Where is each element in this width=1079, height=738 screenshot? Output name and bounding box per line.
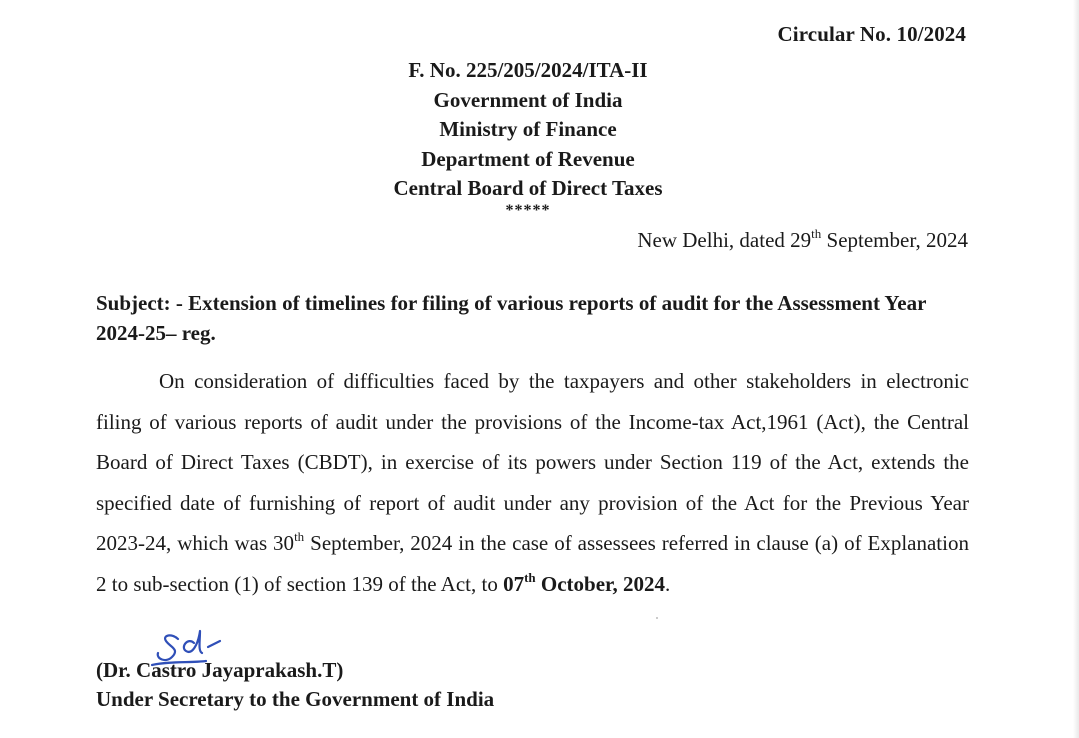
scan-speck — [656, 617, 658, 619]
signatory-block — [96, 656, 494, 714]
extended-date-day: 07 — [503, 571, 525, 596]
body-paragraph — [96, 361, 969, 604]
file-number: F. No. 225/205/2024/ITA-II — [408, 58, 648, 82]
extended-date — [503, 569, 665, 596]
body-ordinal-1: th — [294, 529, 305, 544]
ministry-name: Ministry of Finance — [439, 117, 617, 141]
page-edge-shadow — [1073, 0, 1079, 738]
separator-stars: ***** — [505, 201, 551, 219]
body-end: . — [664, 571, 671, 596]
government-name: Government of India — [433, 87, 623, 112]
letterhead — [278, 56, 778, 218]
extended-date-ordinal: th — [524, 569, 536, 585]
date-suffix: September, 2024 — [821, 228, 968, 252]
date-line — [637, 228, 968, 253]
extended-date-rest: October, 2024 — [535, 571, 665, 596]
circular-number: Circular No. 10/2024 — [777, 22, 966, 46]
signatory-designation: Under Secretary to the Government of India — [96, 687, 495, 711]
department-name: Department of Revenue — [421, 146, 635, 171]
date-prefix: New Delhi, dated 29 — [637, 228, 812, 252]
subject-line: Subject: - Extension of timelines for filing of various reports of audit for the Assessment Year 2024-25– reg. — [96, 291, 927, 345]
body-text-1: On consideration of difficulties faced by the taxpayers and other stakeholders in electronic filing of various reports of audit under the provisions of the Income-tax Act,1961 (Act), the Central Board of Direct Taxes (CBDT), in exercise of its powers under Section 119 of the Act, extends the specified date of furnishing of report of audit under any provision of the Act for the Previous Year 2023-24, which was 30 — [96, 369, 969, 555]
body-text-2: September, 2024 in the case of assessees referred in clause (a) of Explanation 2 to sub-section (1) of section 139 of the Act, to — [96, 531, 969, 596]
board-name: Central Board of Direct Taxes — [393, 176, 663, 200]
signatory-name: (Dr. Castro Jayaprakash.T) — [96, 658, 344, 682]
date-ordinal: th — [811, 226, 822, 241]
